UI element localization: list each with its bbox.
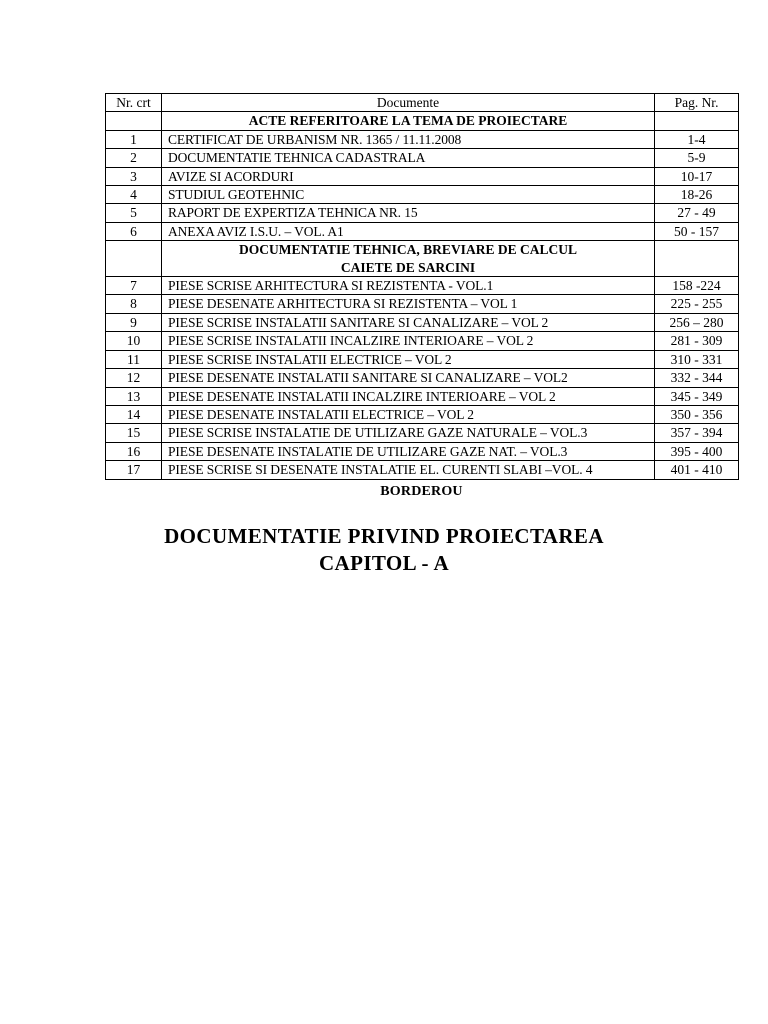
table-row: [106, 204, 739, 222]
borderou-label: BORDEROU: [380, 484, 463, 499]
row-number: 2: [106, 149, 162, 167]
row-number: 3: [106, 167, 162, 185]
row-document: PIESE SCRISE SI DESENATE INSTALATIE EL. CURENTI SLABI –VOL. 4: [162, 461, 655, 479]
row-number: 4: [106, 186, 162, 204]
table-row: [106, 405, 739, 423]
section-empty-cell: [106, 112, 162, 130]
table-header-row: [106, 94, 739, 112]
row-number: 12: [106, 369, 162, 387]
row-pages: 350 - 356: [655, 405, 739, 423]
borderou-table: [105, 93, 739, 480]
table-row: [106, 369, 739, 387]
row-number: 6: [106, 222, 162, 240]
row-pages: 310 - 331: [655, 350, 739, 368]
row-pages: 281 - 309: [655, 332, 739, 350]
row-pages: 401 - 410: [655, 461, 739, 479]
table-row: [106, 222, 739, 240]
table-row: [106, 442, 739, 460]
row-number: 14: [106, 405, 162, 423]
row-pages: 1-4: [655, 130, 739, 148]
table-row: [106, 130, 739, 148]
row-document: PIESE SCRISE ARHITECTURA SI REZISTENTA - VOL.1: [162, 277, 655, 295]
document-title: DOCUMENTATIE PRIVIND PROIECTAREA: [164, 524, 604, 548]
row-document: PIESE DESENATE ARHITECTURA SI REZISTENTA – VOL 1: [162, 295, 655, 313]
row-document: ANEXA AVIZ I.S.U. – VOL. A1: [162, 222, 655, 240]
table-body: [106, 112, 739, 479]
header-documente: Documente: [162, 94, 655, 112]
row-number: 7: [106, 277, 162, 295]
row-document: PIESE SCRISE INSTALATII SANITARE SI CANALIZARE – VOL 2: [162, 313, 655, 331]
row-number: 1: [106, 130, 162, 148]
row-number: 8: [106, 295, 162, 313]
section-empty-cell: [106, 241, 162, 277]
row-document: CERTIFICAT DE URBANISM NR. 1365 / 11.11.2008: [162, 130, 655, 148]
chapter-title: CAPITOL - A: [318, 551, 450, 575]
table-row: [106, 277, 739, 295]
section-title-line: DOCUMENTATIE TEHNICA, BREVIARE DE CALCUL: [239, 242, 577, 258]
table-row: [106, 295, 739, 313]
row-document: STUDIUL GEOTEHNIC: [162, 186, 655, 204]
row-pages: 50 - 157: [655, 222, 739, 240]
section-row-documentatie: [106, 241, 739, 277]
row-number: 13: [106, 387, 162, 405]
header-nr-crt: Nr. crt: [106, 94, 162, 112]
section-title-acte: ACTE REFERITOARE LA TEMA DE PROIECTARE: [162, 112, 655, 130]
row-pages: 225 - 255: [655, 295, 739, 313]
table-row: [106, 167, 739, 185]
row-number: 16: [106, 442, 162, 460]
row-document: AVIZE SI ACORDURI: [162, 167, 655, 185]
row-number: 11: [106, 350, 162, 368]
row-pages: 345 - 349: [655, 387, 739, 405]
table-row: [106, 332, 739, 350]
row-number: 15: [106, 424, 162, 442]
row-pages: 10-17: [655, 167, 739, 185]
row-document: PIESE SCRISE INSTALATII ELECTRICE – VOL 2: [162, 350, 655, 368]
row-pages: 158 -224: [655, 277, 739, 295]
table-row: [106, 387, 739, 405]
table-row: [106, 350, 739, 368]
row-pages: 18-26: [655, 186, 739, 204]
row-pages: 256 – 280: [655, 313, 739, 331]
row-number: 9: [106, 313, 162, 331]
row-document: PIESE DESENATE INSTALATII SANITARE SI CANALIZARE – VOL2: [162, 369, 655, 387]
section-title-documentatie: [162, 241, 655, 277]
section-empty-cell: [655, 241, 739, 277]
row-number: 5: [106, 204, 162, 222]
row-document: PIESE DESENATE INSTALATII ELECTRICE – VOL 2: [162, 405, 655, 423]
row-pages: 27 - 49: [655, 204, 739, 222]
header-pag-nr: Pag. Nr.: [655, 94, 739, 112]
table-row: [106, 461, 739, 479]
table-row: [106, 313, 739, 331]
row-number: 10: [106, 332, 162, 350]
table-row: [106, 186, 739, 204]
row-number: 17: [106, 461, 162, 479]
row-pages: 357 - 394: [655, 424, 739, 442]
section-title-line: CAIETE DE SARCINI: [340, 259, 476, 275]
row-document: PIESE DESENATE INSTALATII INCALZIRE INTERIOARE – VOL 2: [162, 387, 655, 405]
row-pages: 395 - 400: [655, 442, 739, 460]
row-document: RAPORT DE EXPERTIZA TEHNICA NR. 15: [162, 204, 655, 222]
section-empty-cell: [655, 112, 739, 130]
row-document: PIESE SCRISE INSTALATIE DE UTILIZARE GAZE NATURALE – VOL.3: [162, 424, 655, 442]
row-document: PIESE DESENATE INSTALATIE DE UTILIZARE GAZE NAT. – VOL.3: [162, 442, 655, 460]
row-document: PIESE SCRISE INSTALATII INCALZIRE INTERIOARE – VOL 2: [162, 332, 655, 350]
table-row: [106, 424, 739, 442]
row-pages: 5-9: [655, 149, 739, 167]
row-document: DOCUMENTATIE TEHNICA CADASTRALA: [162, 149, 655, 167]
table-row: [106, 149, 739, 167]
row-pages: 332 - 344: [655, 369, 739, 387]
section-row-acte: [106, 112, 739, 130]
